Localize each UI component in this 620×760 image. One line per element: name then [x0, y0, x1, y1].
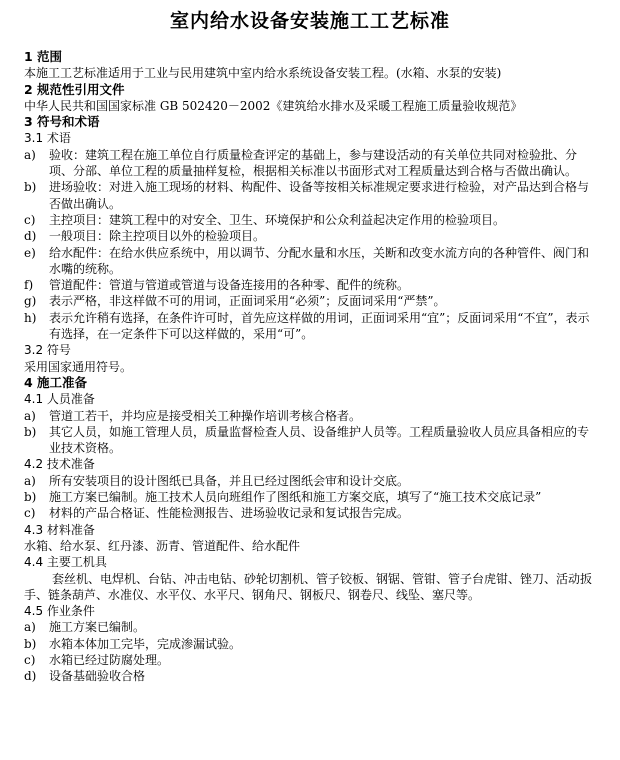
term-item-label: a): [24, 147, 36, 162]
section-4-2-heading: 4.2 技术准备: [24, 457, 95, 472]
term-item: [24, 147, 594, 180]
list-item-text: 管道工若干，并均应是接受相关工种操作培训考核合格者。: [49, 408, 362, 423]
term-item: [24, 277, 594, 293]
term-item-label: e): [24, 245, 36, 260]
list-item: [24, 505, 594, 521]
list-item-label: a): [24, 408, 36, 423]
term-item-text: 主控项目：建筑工程中的对安全、卫生、环境保护和公众利益起决定作用的检验项目。: [49, 212, 506, 227]
section-3-1-heading: 3.1 术语: [24, 131, 71, 146]
section-4-1-heading: 4.1 人员准备: [24, 392, 95, 407]
term-item-label: f): [24, 278, 34, 293]
list-item: [24, 636, 594, 652]
term-item-label: h): [24, 310, 37, 325]
list-item: [24, 473, 594, 489]
section-4-4-text: 套丝机、电焊机、台钻、冲击电钻、砂轮切割机、管子铰板、钢锯、管钳、管子台虎钳、锉刀、活动扳手、链条葫芦、水准仪、水平仪、水平尺、钢角尺、钢板尺、钢卷尺、线坠、塞尺等。: [24, 571, 593, 602]
term-item-text: 表示严格，非这样做不可的用词，正面词采用“必须”；反面词采用“严禁”。: [49, 294, 446, 309]
list-item: [24, 408, 594, 424]
list-item-label: b): [24, 490, 37, 505]
list-item-label: b): [24, 636, 37, 651]
document-title: 室内给水设备安装施工工艺标准: [169, 10, 450, 32]
section-4-5-heading: 4.5 作业条件: [24, 604, 95, 619]
list-item: [24, 652, 594, 668]
term-item-label: c): [24, 212, 36, 227]
term-item-text: 表示允许稍有选择，在条件许可时，首先应这样做的用词，正面词采用“宜”；反面词采用“不宜”，表示有选择，在一定条件下可以这样做的，采用“可”。: [49, 310, 590, 342]
list-item-text: 施工方案已编制。: [49, 620, 146, 635]
section-3-2-text: 采用国家通用符号。: [24, 359, 133, 374]
list-item-label: a): [24, 620, 36, 635]
list-item-text: 水箱本体加工完毕，完成渗漏试验。: [49, 636, 242, 651]
list-item-text: 水箱已经过防腐处理。: [49, 652, 170, 667]
term-item-label: g): [24, 294, 37, 309]
section-3-heading: 3 符号和术语: [24, 114, 100, 130]
list-item: [24, 668, 594, 684]
term-item: [24, 179, 594, 212]
document-body: [24, 49, 594, 685]
list-item-text: 所有安装项目的设计图纸已具备，并且已经过图纸会审和设计交底。: [49, 473, 410, 488]
list-item-label: d): [24, 669, 37, 684]
term-item: [24, 212, 594, 228]
term-item-text: 一般项目：除主控项目以外的检验项目。: [49, 229, 266, 244]
list-item-label: a): [24, 473, 36, 488]
list-item: [24, 424, 594, 457]
list-item: [24, 489, 594, 505]
term-item: [24, 228, 594, 244]
list-item-label: b): [24, 424, 37, 439]
list-item-label: c): [24, 652, 36, 667]
term-item: [24, 310, 594, 343]
section-4-3-heading: 4.3 材料准备: [24, 522, 95, 537]
term-item-text: 验收：建筑工程在施工单位自行质量检查评定的基础上，参与建设活动的有关单位共同对检验批、分项、分部、单位工程的质量抽样复检，根据相关标准以书面形式对工程质量达到合格与否做出确认。: [49, 147, 578, 179]
term-item: [24, 293, 594, 309]
section-2-text: 中华人民共和国国家标准 GB 502420－2002《建筑给水排水及采暖工程施工质量验收规范》: [24, 98, 523, 113]
list-item-text: 施工方案已编制。施工技术人员向班组作了图纸和施工方案交底，填写了“施工技术交底记录”: [49, 490, 542, 505]
term-item: [24, 245, 594, 278]
term-item-label: b): [24, 180, 37, 195]
section-4-heading: 4 施工准备: [24, 374, 88, 390]
term-item-text: 管道配件：管道与管道或管道与设备连接用的各种零、配件的统称。: [49, 278, 410, 293]
list-item-label: c): [24, 506, 36, 521]
list-item-text: 设备基础验收合格: [49, 669, 146, 684]
section-2-heading: 2 规范性引用文件: [24, 81, 125, 97]
section-3-2-heading: 3.2 符号: [24, 343, 71, 358]
section-4-3-text: 水箱、给水泵、红丹漆、沥青、管道配件、给水配件: [24, 538, 301, 553]
term-item-label: d): [24, 229, 37, 244]
term-item-text: 给水配件：在给水供应系统中，用以调节、分配水量和水压，关断和改变水流方向的各种管件、阀门和水嘴的统称。: [49, 245, 590, 276]
list-item-text: 其它人员，如施工管理人员，质量监督检查人员、设备维护人员等。工程质量验收人员应具备相应的专业技术资格。: [49, 424, 590, 456]
section-4-4-heading: 4.4 主要工机具: [24, 555, 107, 570]
list-item-text: 材料的产品合格证、性能检测报告、进场验收记录和复试报告完成。: [49, 506, 410, 521]
section-1-heading: 1 范围: [24, 49, 63, 64]
section-1-text: 本施工工艺标准适用于工业与民用建筑中室内给水系统设备安装工程。(水箱、水泵的安装): [24, 66, 502, 81]
list-item: [24, 619, 594, 635]
term-item-text: 进场验收：对进入施工现场的材料、构配件、设备等按相关标准规定要求进行检验，对产品达到合格与否做出确认。: [49, 180, 590, 211]
